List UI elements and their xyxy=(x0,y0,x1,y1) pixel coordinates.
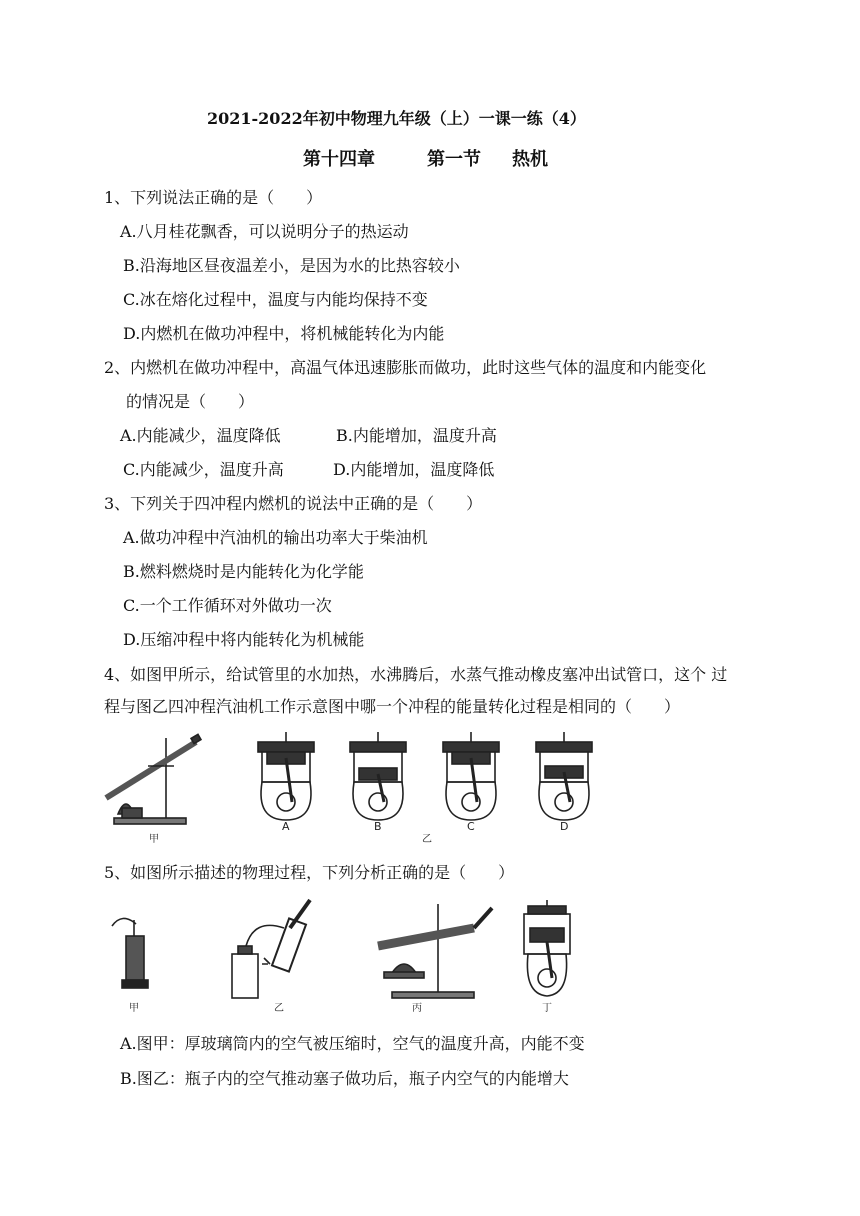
engine-stroke-diagram xyxy=(350,732,406,820)
question-5-stem: 5、如图所示描述的物理过程，下列分析正确的是（ ） xyxy=(104,863,515,882)
figure-label-yi: 乙 xyxy=(422,834,432,845)
question-4-stem-line1: 4、如图甲所示，给试管里的水加热，水沸腾后，水蒸气推动橡皮塞冲出试管口，这个 过 xyxy=(104,665,728,684)
question-1-option-b: B.沿海地区昼夜温差小，是因为水的比热容较小 xyxy=(123,256,460,275)
question-2-option-a: A.内能减少，温度降低 xyxy=(120,426,281,445)
figure-label-jia: 甲 xyxy=(129,1003,139,1014)
engine-diagram xyxy=(524,900,570,996)
heated-tube-apparatus xyxy=(378,904,492,998)
figure-label-a: A xyxy=(282,820,290,833)
figure-label-b: B xyxy=(374,820,382,833)
chapter-title: 第十四章 xyxy=(303,149,375,170)
question-3-option-c: C.一个工作循环对外做功一次 xyxy=(123,596,332,615)
document-title: 2021-2022年初中物理九年级（上）一课一练（4） xyxy=(207,109,586,128)
engine-stroke-diagram xyxy=(536,732,592,820)
question-2-stem-line1: 2、内燃机在做功冲程中，高温气体迅速膨胀而做功，此时这些气体的温度和内能变化 xyxy=(104,358,707,377)
figure-label-ding: 丁 xyxy=(542,1003,552,1014)
test-tube-apparatus xyxy=(106,734,201,824)
question-3-option-b: B.燃料燃烧时是内能转化为化学能 xyxy=(123,562,364,581)
engine-stroke-diagram xyxy=(443,732,499,820)
figure-label-jia: 甲 xyxy=(149,834,159,845)
question-4-stem-line2: 程与图乙四冲程汽油机工作示意图中哪一个冲程的能量转化过程是相同的（ ） xyxy=(104,697,681,716)
question-5-option-a: A.图甲：厚玻璃筒内的空气被压缩时，空气的温度升高，内能不变 xyxy=(120,1034,585,1053)
question-3-option-d: D.压缩冲程中将内能转化为机械能 xyxy=(123,630,365,649)
engine-stroke-diagram xyxy=(258,732,314,820)
question-1-option-a: A.八月桂花飘香，可以说明分子的热运动 xyxy=(120,222,409,241)
question-3-option-a: A.做功冲程中汽油机的输出功率大于柴油机 xyxy=(123,528,428,547)
figure-label-d: D xyxy=(560,820,569,833)
figure-label-c: C xyxy=(467,820,475,833)
question-1-stem: 1、下列说法正确的是（ ） xyxy=(104,188,323,207)
question-1-option-d: D.内燃机在做功冲程中，将机械能转化为内能 xyxy=(123,324,445,343)
question-3-stem: 3、下列关于四冲程内燃机的说法中正确的是（ ） xyxy=(104,494,483,513)
question-5-figure xyxy=(104,898,594,1016)
figure-label-bing: 丙 xyxy=(412,1003,422,1014)
section-title: 第一节 xyxy=(427,149,481,170)
figure-label-yi: 乙 xyxy=(274,1003,284,1014)
bottle-and-pump xyxy=(232,900,310,998)
question-5-option-b: B.图乙：瓶子内的空气推动塞子做功后，瓶子内空气的内能增大 xyxy=(120,1069,569,1088)
compression-cylinder xyxy=(112,918,148,988)
question-2-option-d: D.内能增加，温度降低 xyxy=(333,460,495,479)
question-1-option-c: C.冰在熔化过程中，温度与内能均保持不变 xyxy=(123,290,428,309)
question-2-option-b: B.内能增加，温度升高 xyxy=(336,426,497,445)
question-4-figure xyxy=(104,728,604,848)
topic-title: 热机 xyxy=(512,149,548,170)
question-2-stem-line2: 的情况是（ ） xyxy=(126,392,255,411)
question-2-option-c: C.内能减少，温度升高 xyxy=(123,460,284,479)
